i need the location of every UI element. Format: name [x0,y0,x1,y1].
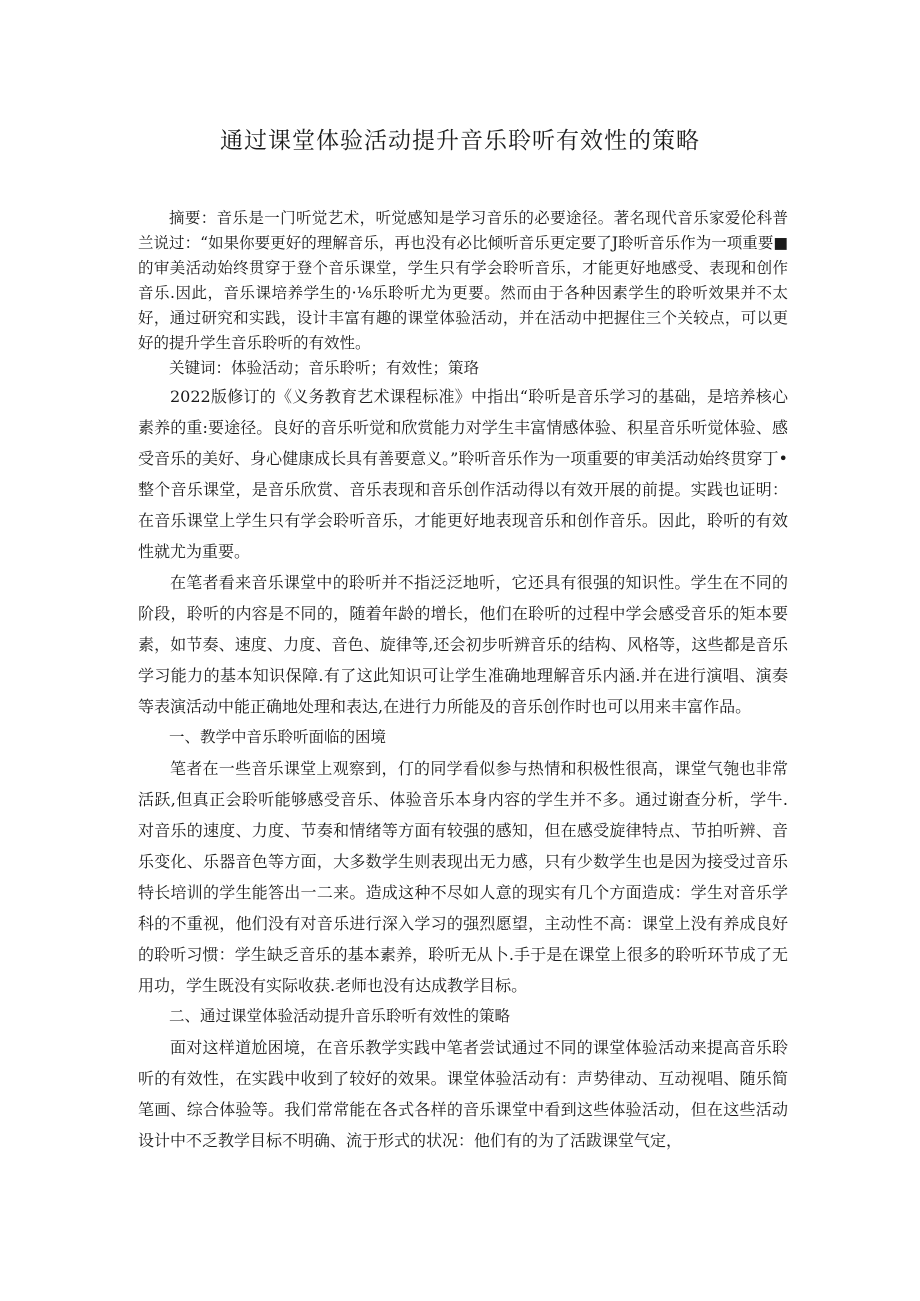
document-body [138,206,788,1156]
section-heading-1: 一、教学中音乐聆听面临的困境 [169,728,387,746]
body-paragraph-3: 笔者在一些音乐课堂上观察到，仃的同学看似参与热情和积极性很高，课堂气匏也非常活跃,但真正会聆听能够感受音乐、体验音乐本身内容的学生并不多。通过谢查分析，学牛.对音乐的速度、力度、节奏和情绪等方面有较强的感知，但在感受旋律特点、节拍听辨、音乐变化、乐器音色等方面，大多数学生则表现出无力感，只有少数学生也是因为接受过音乐特长培训的学生能答出一二来。造成这种不尽如人意的现实有几个方面造成：学生对音乐学科的不重视，他们没有对音乐进行深入学习的强烈愿望，主动性不高：课堂上没有养成良好的聆听习惯：学生缺乏音乐的基本素养，聆听无从卜.手于是在课堂上很多的聆听环节成了无用功，学生既没有实际收获.老师也没有达成教学目标。 [138,759,788,995]
document-title: 通过课堂体验活动提升音乐聆听有效性的策略 [220,128,700,154]
body-paragraph-1: 2022版修订的《义务教育艺术课程标准》中指出“聆听是音乐学习的基础，是培养核心素养的重:要途径。良好的音乐听觉和欣赏能力对学生丰富情感体验、积星音乐听觉体验、感受音乐的美好、身心健康成长具有善要意义。”聆听音乐作为一项重要的审美活动始终贯穿丁•整个音乐课堂，是音乐欣赏、音乐表现和音乐创作活动得以有效开展的前提。实践也证明：在音乐课堂上学生只有学会聆听音乐，才能更好地表现音乐和创作音乐。因此，聆听的有效性就尤为重要。 [138,387,788,561]
abstract-paragraph: 摘要：音乐是一门听觉艺术，听觉感知是学习音乐的必要途径。著名现代音乐家爱伦科普兰说过：“如果你要更好的理解音乐，再也没有必比倾听音乐更定要了J聆听音乐作为一项重要■的审美活动始终贯穿于登个音乐课堂，学生只有学会聆听音乐，才能更好地感受、表现和创作音乐.因此，音乐课培养学生的·⅛乐聆听尤为更要。然而由于各种因素学生的聆听效果并不太好，通过研究和实践，设计丰富有趣的课堂体验活动，并在活动中把握住三个关较点，可以更好的提升学生音乐聆听的有效性。 [138,209,788,352]
keywords-line: 关键词：体验活动；音乐聆听；有效性；策珞 [169,359,480,377]
body-paragraph-2: 在笔者看来音乐课堂中的聆听并不指泛泛地听，它还具有很强的知识性。学生在不同的阶段，聆听的内容是不同的，随着年龄的增长，他们在聆听的过程中学会感受音乐的矩本要素，如节奏、速度、力度、音色、旋律等,还会初步听辨音乐的结构、风格等，这些都是音乐学习能力的基本知识保障.有了这此知识可让学生准确地理解音乐内涵.并在进行演唱、演奏等表演活动中能正确地处理和表达,在进行力所能及的音乐创作时也可以用来丰富作品。 [138,573,788,716]
section-heading-2: 二、通过课堂体验活动提升音乐聆听有效性的策略 [169,1007,511,1025]
body-paragraph-4: 面对这样道尬困境，在音乐教学实践中笔者尝试通过不同的课堂体验活动来提高音乐聆听的有效性，在实践中收到了较好的效果。课堂体验活动有：声势律动、互动视唱、随乐简笔画、综合体验等。我们常常能在各式各样的音乐课堂中看到这些体验活动，但在这些活动设计中不乏教学目标不明确、流于形式的状况：他们有的为了活跋课堂气定， [138,1038,788,1150]
